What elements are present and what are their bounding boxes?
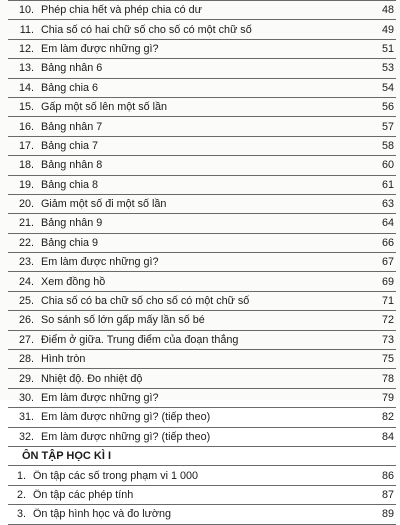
toc-number: 27. bbox=[18, 333, 34, 346]
toc-number: 13. bbox=[18, 62, 34, 75]
toc-title: Chia số có hai chữ số cho số có một chữ số bbox=[41, 23, 252, 36]
toc-number: 31. bbox=[18, 411, 34, 424]
toc-number: 25. bbox=[18, 295, 34, 308]
toc-page: 73 bbox=[381, 333, 394, 346]
toc-number: 10. bbox=[18, 4, 34, 17]
toc-number: 19. bbox=[18, 178, 34, 191]
toc-number: 29. bbox=[18, 372, 34, 385]
toc-page: 48 bbox=[381, 4, 394, 17]
toc-title: Em làm được những gì? bbox=[41, 256, 159, 269]
toc-title: Bảng chia 9 bbox=[41, 236, 99, 249]
toc-page: 75 bbox=[381, 353, 394, 366]
toc-row bbox=[8, 195, 396, 214]
toc-title: Bảng nhân 7 bbox=[41, 120, 103, 133]
table-of-contents bbox=[8, 0, 396, 525]
toc-row bbox=[8, 311, 396, 330]
section-heading: ÔN TẬP HỌC KÌ I bbox=[8, 447, 396, 466]
toc-row bbox=[8, 292, 396, 311]
toc-row bbox=[8, 234, 396, 253]
toc-number: 18. bbox=[18, 159, 34, 172]
toc-title: Em làm được những gì? (tiếp theo) bbox=[41, 411, 211, 424]
toc-number: 32. bbox=[18, 430, 34, 443]
toc-title: Hình tròn bbox=[41, 353, 86, 366]
toc-page: 53 bbox=[381, 62, 394, 75]
toc-title: Ôn tập hình học và đo lường bbox=[33, 508, 171, 521]
toc-page: 79 bbox=[381, 392, 394, 404]
toc-number: 26. bbox=[18, 314, 34, 327]
toc-title: Bảng nhân 9 bbox=[41, 217, 103, 230]
toc-number: 22. bbox=[18, 236, 34, 249]
toc-page: 84 bbox=[381, 430, 394, 443]
toc-title: Bảng nhân 8 bbox=[41, 159, 103, 172]
toc-number: 28. bbox=[18, 353, 34, 366]
toc-number: 12. bbox=[18, 42, 34, 55]
toc-page: 87 bbox=[381, 488, 394, 501]
toc-page: 64 bbox=[381, 217, 394, 230]
toc-number: 21. bbox=[18, 217, 34, 230]
toc-title: Phép chia hết và phép chia có dư bbox=[41, 4, 202, 17]
toc-title: So sánh số lớn gấp mấy lần số bé bbox=[41, 314, 205, 327]
toc-page: 63 bbox=[381, 198, 394, 211]
toc-page: 49 bbox=[381, 23, 394, 36]
toc-title: Bảng nhân 6 bbox=[41, 62, 103, 75]
toc-title: Ôn tập các phép tính bbox=[33, 488, 134, 501]
toc-row bbox=[8, 20, 396, 39]
toc-title: Giảm một số đi một số lần bbox=[41, 198, 167, 211]
toc-number: 16. bbox=[18, 120, 34, 133]
toc-row bbox=[8, 98, 396, 117]
toc-number: 14. bbox=[18, 81, 34, 94]
toc-page: 61 bbox=[381, 178, 394, 191]
toc-page: 51 bbox=[381, 42, 394, 55]
toc-number: 2. bbox=[16, 488, 26, 501]
toc-row bbox=[8, 408, 396, 427]
toc-page: 89 bbox=[381, 508, 394, 521]
toc-title: Ôn tập các số trong phạm vi 1 000 bbox=[33, 469, 199, 482]
toc-row bbox=[8, 137, 396, 156]
toc-row bbox=[8, 40, 396, 59]
toc-row bbox=[8, 272, 396, 291]
toc-title: Em làm được những gì? bbox=[41, 42, 159, 55]
toc-row bbox=[8, 505, 396, 524]
toc-row bbox=[8, 466, 396, 485]
toc-row bbox=[8, 79, 396, 98]
toc-page: 78 bbox=[381, 372, 394, 385]
toc-row bbox=[8, 1, 396, 20]
toc-number: 24. bbox=[18, 275, 34, 288]
toc-page: 67 bbox=[381, 256, 394, 269]
toc-number: 15. bbox=[18, 101, 34, 114]
toc-title: Gấp một số lên một số lần bbox=[41, 101, 168, 114]
toc-number: 23. bbox=[18, 256, 34, 269]
toc-page: 66 bbox=[381, 236, 394, 249]
toc-row bbox=[8, 331, 396, 350]
toc-page: 86 bbox=[381, 469, 394, 482]
toc-row bbox=[8, 176, 396, 195]
toc-page: 58 bbox=[381, 139, 394, 152]
toc-number: 3. bbox=[16, 508, 26, 521]
toc-title: Chia số có ba chữ số cho số có một chữ số bbox=[41, 295, 250, 308]
toc-row bbox=[8, 59, 396, 78]
toc-title: Bảng chia 7 bbox=[41, 139, 99, 152]
toc-page: 69 bbox=[381, 275, 394, 288]
toc-row bbox=[8, 428, 396, 447]
toc-number: 1. bbox=[16, 469, 26, 482]
toc-row bbox=[8, 486, 396, 505]
toc-row bbox=[8, 214, 396, 233]
toc-title: Em làm được những gì? (tiếp theo) bbox=[41, 430, 211, 443]
toc-title: Nhiệt độ. Đo nhiệt độ bbox=[41, 372, 143, 385]
toc-page: 56 bbox=[381, 101, 394, 114]
toc-row bbox=[8, 253, 396, 272]
toc-title: Em làm được những gì? bbox=[41, 392, 159, 404]
toc-page: 71 bbox=[381, 295, 394, 308]
toc-row bbox=[8, 117, 396, 136]
toc-number: 30. bbox=[18, 392, 34, 404]
toc-page: 82 bbox=[381, 411, 394, 424]
toc-number: 17. bbox=[18, 139, 34, 152]
toc-page: 57 bbox=[381, 120, 394, 133]
toc-title: Bảng chia 6 bbox=[41, 81, 99, 94]
toc-row bbox=[8, 350, 396, 369]
toc-page: 72 bbox=[381, 314, 394, 327]
toc-row bbox=[8, 369, 396, 388]
toc-title: Bảng chia 8 bbox=[41, 178, 99, 191]
toc-page: 54 bbox=[381, 81, 394, 94]
toc-page: 60 bbox=[381, 159, 394, 172]
toc-number: 20. bbox=[18, 198, 34, 211]
toc-number: 11. bbox=[19, 23, 34, 36]
toc-row bbox=[8, 389, 396, 408]
toc-title: Điểm ở giữa. Trung điểm của đoạn thẳng bbox=[41, 333, 239, 346]
toc-row bbox=[8, 156, 396, 175]
toc-title: Xem đồng hồ bbox=[41, 275, 106, 288]
